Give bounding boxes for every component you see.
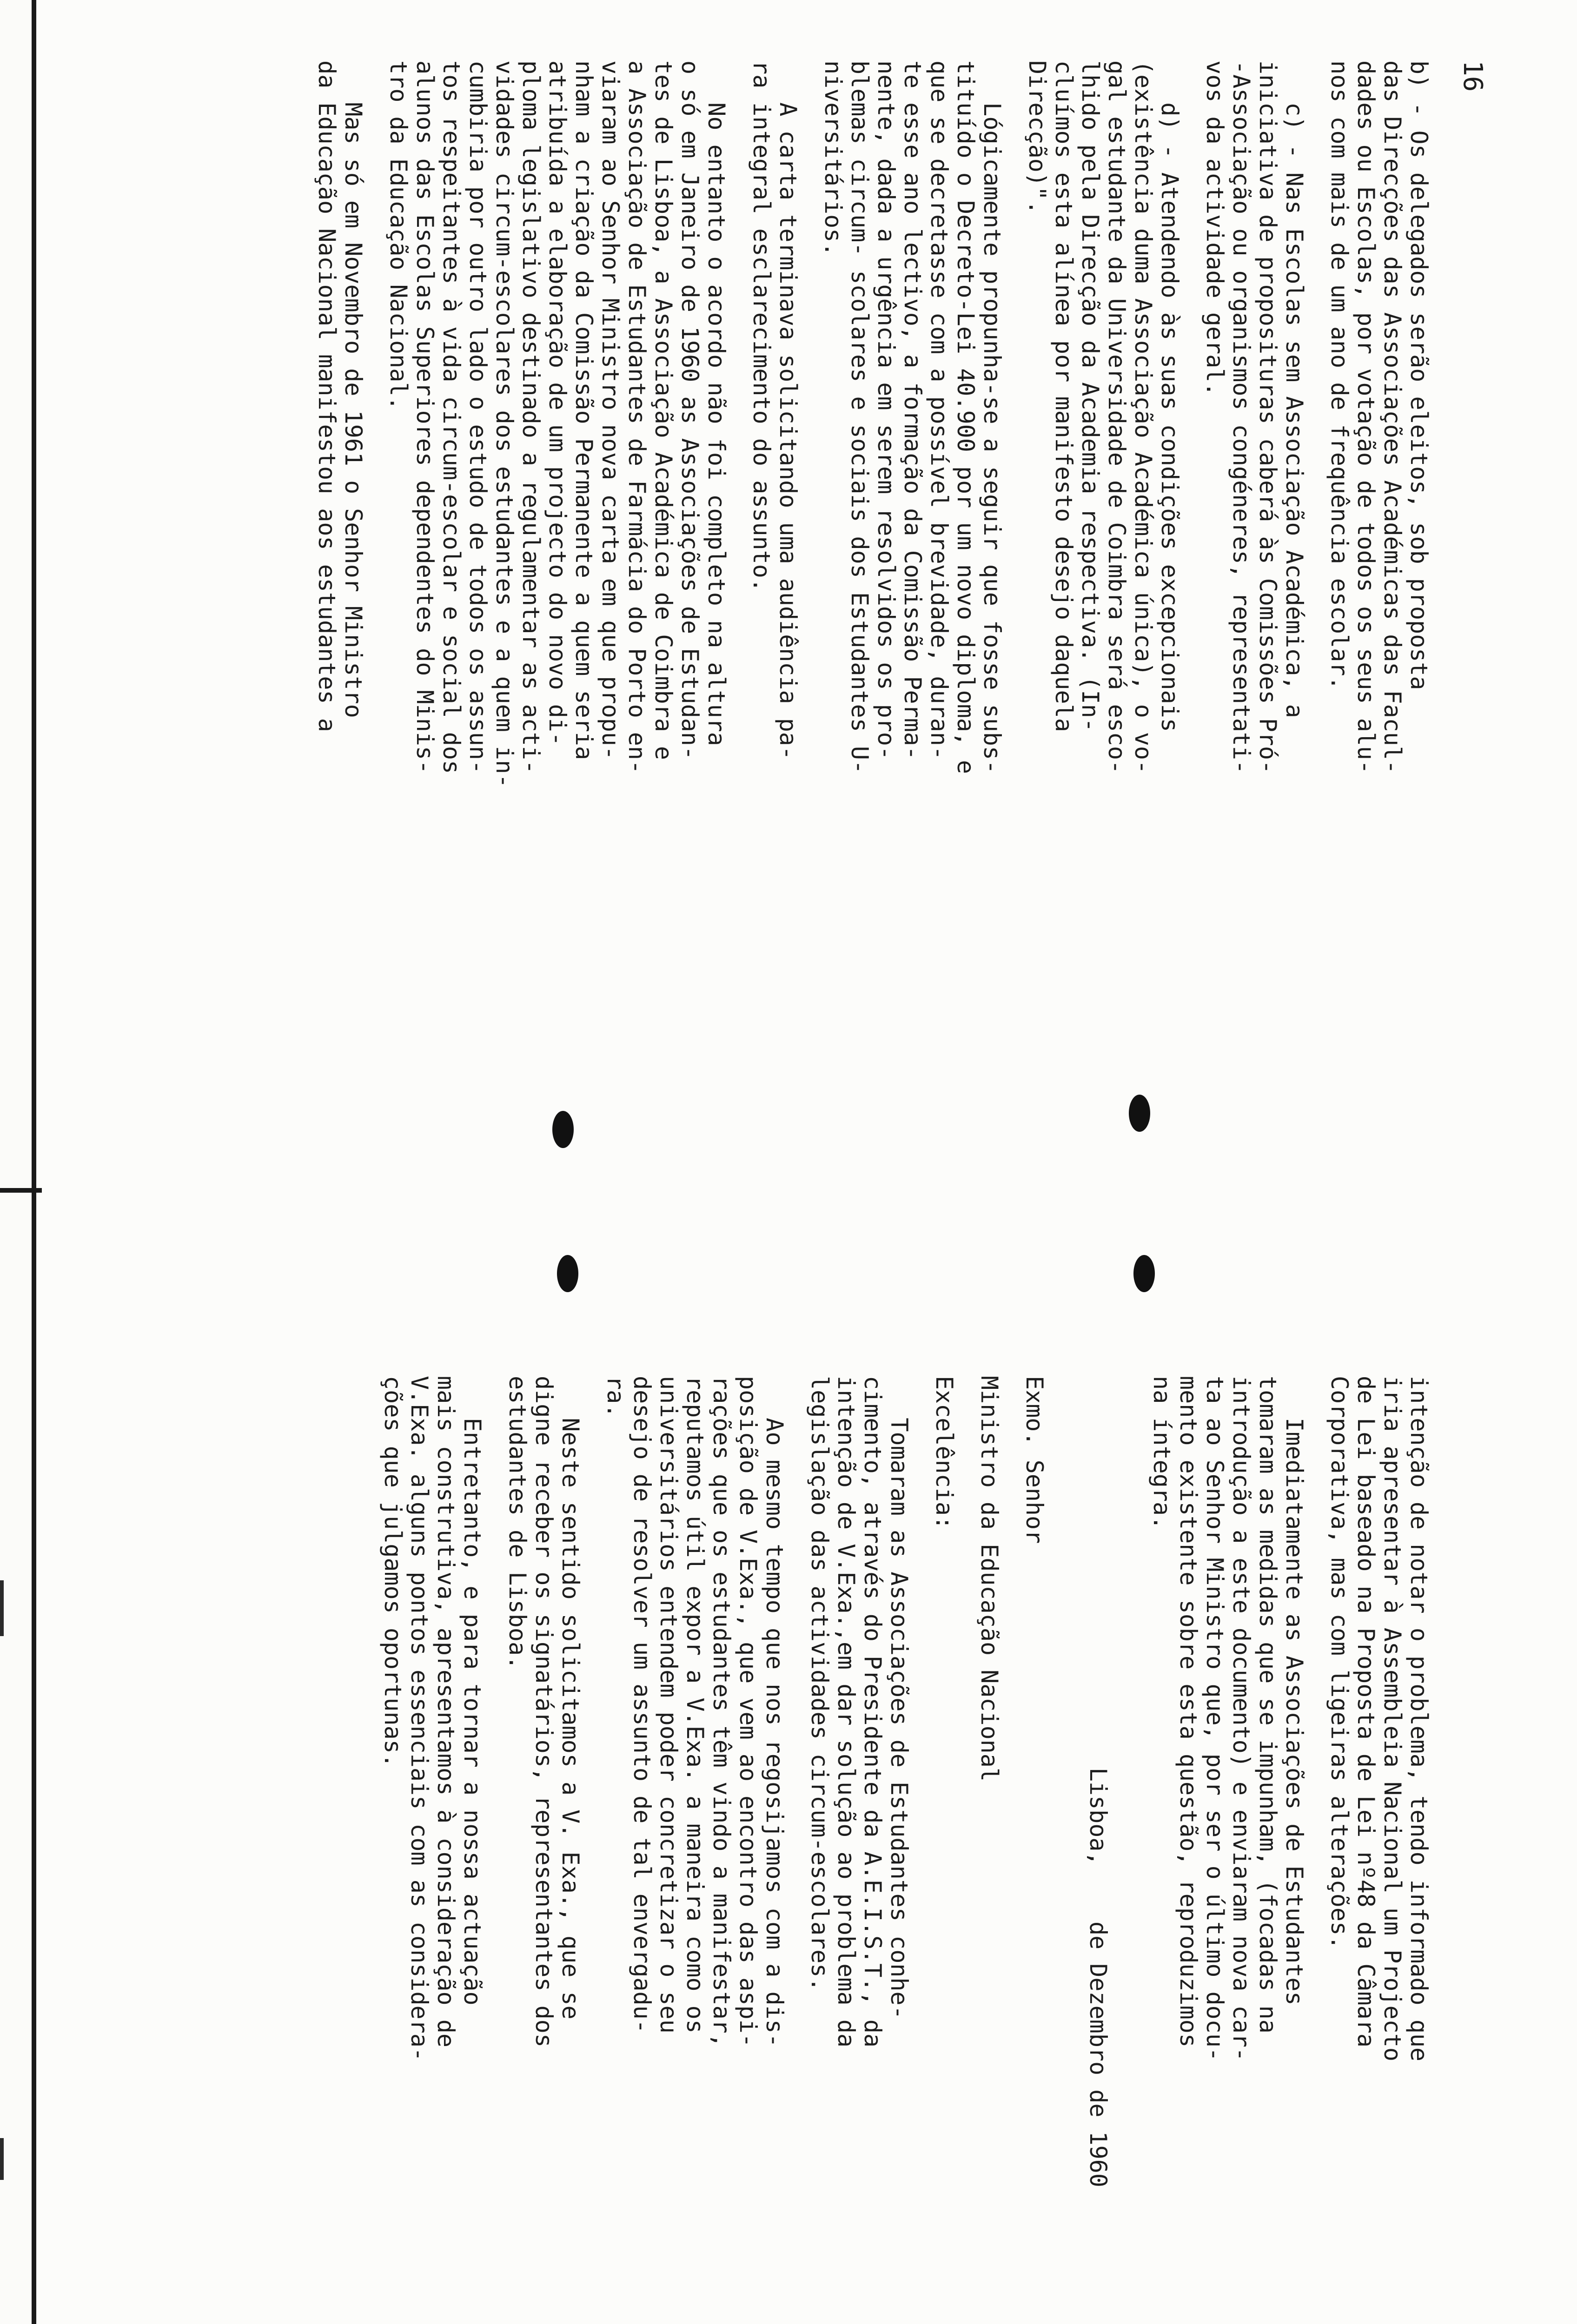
- punch-hole: [557, 1255, 578, 1292]
- page-number: 16: [1458, 60, 1488, 92]
- scan-edge-mark: [0, 2138, 4, 2180]
- letter-salutation: Exmo. Senhor: [1021, 1376, 1048, 1544]
- paragraph: Ao mesmo tempo que nos regosijamos com a dis- posição de V.Exa., que vem ao encontro das aspi- rações que os estudantes têm vindo a manifestar, reputamos útil expor a V.Exa. a maneira como os universitários entendem poder concretizar o seu desejo de resolver um assunto de tal envergadu- ra.: [602, 1376, 788, 2047]
- paragraph: d) - Atendendo às suas condições excepcionais (existência duma Associação Académica única), o vo- gal estudante da Universidade de Coimbra será esco- lhido pela Direcção da Academia respectiva. (In- cluímos esta alínea por manifesto desejo daquela Direcção)".: [1024, 60, 1183, 774]
- paragraph: Tomaram as Associações de Estudantes conhe- cimento, através do Presidente da A.E.I.S.T., da intenção de V.Exa.,em dar solução ao problema da legislação das actividades circum-escolares.: [806, 1376, 913, 2047]
- page-body: [379, 1376, 1432, 2324]
- paragraph: No entanto o acordo não foi completo na altura o só em Janeiro de 1960 as Associações de Estudan- tes de Lisboa, a Associação Académica de Coimbra e a Associação de Estudantes de Farmácia do Porto en- viaram ao Senhor Ministro nova carta em que propu- nham a criação da Comissão Permanente a quem seria atribuída a elaboração de um projecto do novo di- ploma legislativo destinado a regulamentar as acti- vidades circum-escolares dos estudantes e a quem in- cumbiria por outro lado o estudo de todos os assun- tos respeitantes à vida circum-escolar e social dos alunos das Escolas Superiores dependentes do Minis- tro da Educação Nacional.: [385, 60, 730, 788]
- scan-edge-mark: [0, 1580, 4, 1636]
- binding-edge: [0, 1188, 42, 1193]
- paragraph: intenção de notar o problema, tendo informado que iria apresentar à Assembleia Nacional um Projecto de Lei baseado na Proposta de Lei nº48 da Câmara Corporativa, mas com ligeiras alterações.: [1326, 1376, 1432, 2062]
- letter-date: Lisboa, de Dezembro de 1960: [1085, 1376, 1112, 2187]
- paragraph: b) - Os delegados serão eleitos, sob proposta das Direcções das Associações Académicas das Facul- dades ou Escolas, por votação de todos os seus alu- nos com mais de um ano de frequência escolar.: [1326, 60, 1432, 774]
- letter-addressee: Ministro da Educação Nacional: [976, 1376, 1003, 1782]
- paragraph: Lógicamente propunha-se a seguir que fosse subs- tituído o Decreto-Lei 40.900 por um novo diploma, e que se decretasse com a possível brevidade, duran- te esse ano lectivo, a formação da Comissão Perma- nente, dada a urgência em serem resolvidos os pro- blemas circum- scolares e sociais dos Estudantes U- niversitários.: [820, 60, 1006, 774]
- paragraph: Entretanto, e para tornar a nossa actuação mais construtiva, apresentamos à consideração de V.Exa. alguns pontos essenciais com as considera- ções que julgamos oportunas.: [379, 1376, 486, 2062]
- page-body: [313, 60, 1432, 1111]
- paragraph: Imediatamente as Associações de Estudantes tomaram as medidas que se impunham, (focadas na introdução a este documento) e enviaram nova car- ta ao Senhor Ministro que, por ser o último docu- mento existente sobre esta questão, reproduzimos na íntegra.: [1148, 1376, 1308, 2062]
- paragraph: Neste sentido solicitamos a V. Exa., que se digne receber os signatários, representantes dos estudantes de Lisboa.: [504, 1376, 584, 2047]
- punch-hole: [552, 1111, 574, 1148]
- punch-hole: [1133, 1255, 1155, 1292]
- letter-greeting: Excelência:: [931, 1376, 958, 1530]
- paragraph: c) - Nas Escolas sem Associação Académica, a iniciativa de proposituras caberá às Comissões Pró- -Associação ou organismos congéneres, representati- vos da actividade geral.: [1201, 60, 1308, 774]
- page-16: [84, 60, 1488, 1111]
- paragraph: Mas só em Novembro de 1961 o Senhor Ministro da Educação Nacional manifestou aos estudantes a: [313, 60, 367, 732]
- page-17: [74, 1376, 1478, 2324]
- paragraph: A carta terminava solicitando uma audiência pa- ra integral esclarecimento do assunto.: [748, 60, 802, 760]
